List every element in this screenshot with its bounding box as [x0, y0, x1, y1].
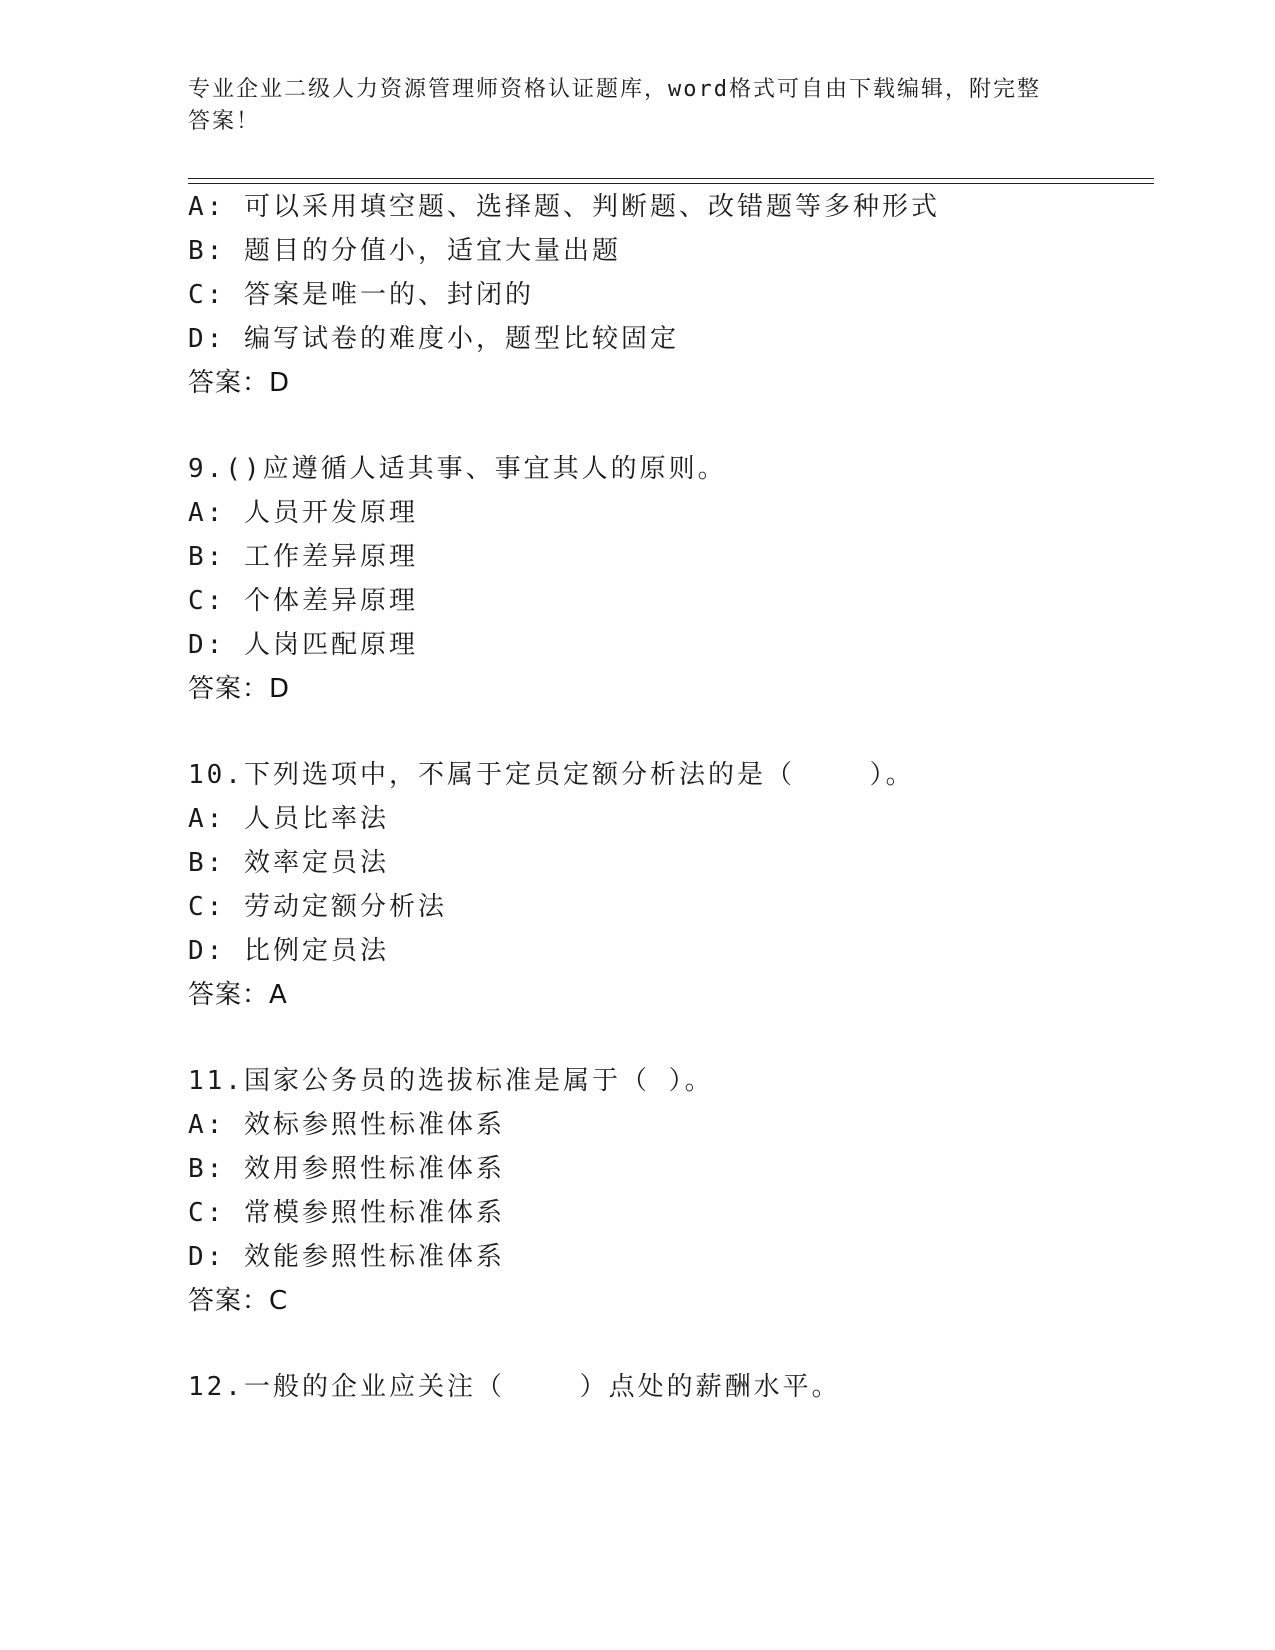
q11-option-c: C: 常模参照性标准体系 — [188, 1198, 505, 1228]
q10-answer: 答案：A — [188, 980, 288, 1010]
header-line-2: 答案！ — [188, 109, 261, 134]
q11-answer: 答案：C — [188, 1286, 289, 1316]
q9-answer: 答案：D — [188, 674, 291, 704]
q10-option-d: D: 比例定员法 — [188, 936, 389, 966]
q9-option-d: D: 人岗匹配原理 — [188, 630, 418, 660]
q11-option-b: B: 效用参照性标准体系 — [188, 1154, 505, 1184]
header-divider-bottom — [188, 183, 1154, 184]
q8-option-a: A: 可以采用填空题、选择题、判断题、改错题等多种形式 — [188, 192, 940, 222]
document-header — [188, 74, 1088, 138]
q10-option-c: C: 劳动定额分析法 — [188, 892, 447, 922]
q12-question: 12.一般的企业应关注（ ）点处的薪酬水平。 — [188, 1372, 841, 1402]
header-line-1: 专业企业二级人力资源管理师资格认证题库，word格式可自由下载编辑，附完整 — [188, 77, 1041, 102]
header-divider-top — [188, 178, 1154, 179]
q9-question: 9.()应遵循人适其事、事宜其人的原则。 — [188, 454, 727, 484]
q10-option-a: A: 人员比率法 — [188, 804, 389, 834]
q9-option-a: A: 人员开发原理 — [188, 498, 418, 528]
q11-option-a: A: 效标参照性标准体系 — [188, 1110, 505, 1140]
q8-answer: 答案：D — [188, 368, 291, 398]
q8-option-b: B: 题目的分值小，适宜大量出题 — [188, 236, 621, 266]
q10-option-b: B: 效率定员法 — [188, 848, 389, 878]
q8-option-d: D: 编写试卷的难度小，题型比较固定 — [188, 324, 679, 354]
q9-option-c: C: 个体差异原理 — [188, 586, 418, 616]
q11-question: 11.国家公务员的选拔标准是属于（ ）。 — [188, 1066, 714, 1096]
q8-option-c: C: 答案是唯一的、封闭的 — [188, 280, 534, 310]
q11-option-d: D: 效能参照性标准体系 — [188, 1242, 505, 1272]
q10-question: 10.下列选项中，不属于定员定额分析法的是（ ）。 — [188, 760, 915, 790]
q9-option-b: B: 工作差异原理 — [188, 542, 418, 572]
